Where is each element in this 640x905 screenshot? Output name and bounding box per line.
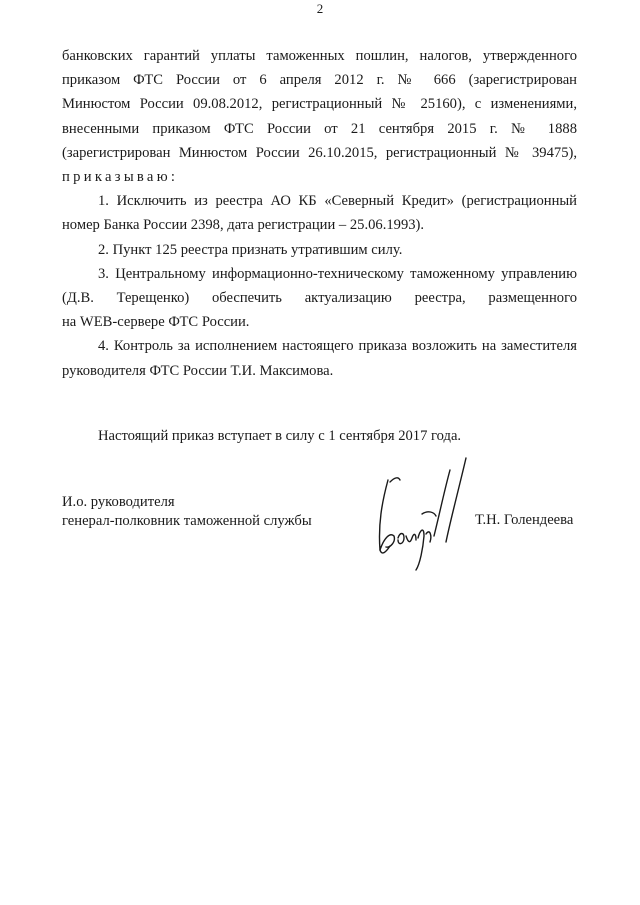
paragraph-line: Минюстом России 09.08.2012, регистрационный № 25160), с изменениями, <box>62 96 577 113</box>
page-number: 2 <box>316 1 324 16</box>
item-3-line: (Д.В. Терещенко) обеспечить актуализацию реестра, размещенного <box>62 290 577 307</box>
item-3-line: на WEB-сервере ФТС России. <box>62 314 250 331</box>
item-4-line: 4. Контроль за исполнением настоящего приказа возложить на заместителя <box>98 338 577 355</box>
signatory-name: Т.Н. Голендеева <box>475 512 574 528</box>
paragraph-line: (зарегистрирован Минюстом России 26.10.2015, регистрационный № 39475), <box>62 144 577 161</box>
document-body <box>62 44 577 383</box>
paragraph-line: приказом ФТС России от 6 апреля 2012 г. № 666 (зарегистрирован <box>62 72 577 89</box>
handwritten-signature-icon <box>360 452 475 572</box>
effective-date-text: Настоящий приказ вступает в силу с 1 сентября 2017 года. <box>98 428 462 444</box>
item-4-line: руководителя ФТС России Т.И. Максимова. <box>62 362 334 379</box>
signatory-position-line2: генерал-полковник таможенной службы <box>62 513 312 529</box>
paragraph-line: банковских гарантий уплаты таможенных пошлин, налогов, утвержденного <box>62 48 577 64</box>
item-1-line: 1. Исключить из реестра АО КБ «Северный Кредит» (регистрационный <box>98 193 577 210</box>
signatory-position <box>62 493 312 531</box>
item-2-line: 2. Пункт 125 реестра признать утратившим силу. <box>98 241 403 258</box>
paragraph-line: внесенными приказом ФТС России от 21 сентября 2015 г. № 1888 <box>62 120 577 137</box>
decree-word: приказываю: <box>62 169 179 186</box>
signatory-position-line1: И.о. руководителя <box>62 494 175 510</box>
item-1-line: номер Банка России 2398, дата регистрации – 25.06.1993). <box>62 217 425 234</box>
item-3-line: 3. Центральному информационно-техническому таможенному управлению <box>98 265 577 282</box>
